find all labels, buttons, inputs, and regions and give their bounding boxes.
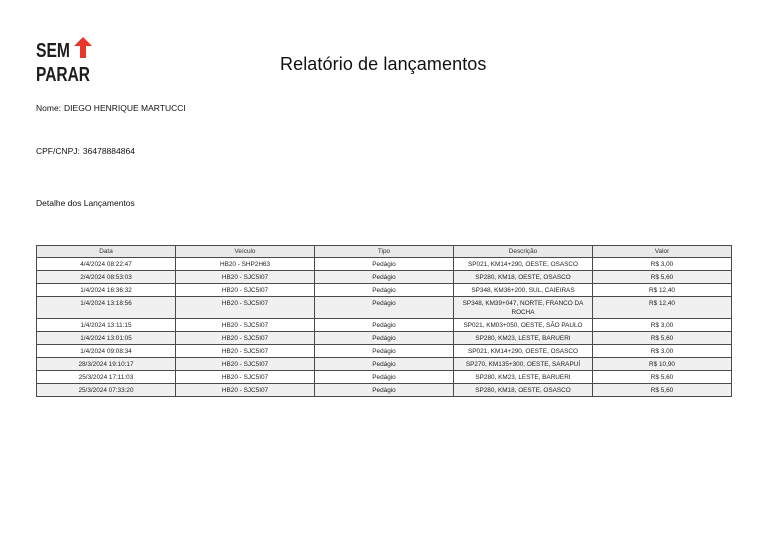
cell-tipo: Pedágio xyxy=(315,258,454,271)
cell-tipo: Pedágio xyxy=(315,297,454,319)
cell-descricao: SP021, KM03+050, OESTE, SÃO PAULO xyxy=(454,319,593,332)
cell-descricao: SP270, KM135+300, OESTE, SARAPUÍ xyxy=(454,358,593,371)
column-header-descricao: Descrição xyxy=(454,246,593,258)
name-label: Nome: xyxy=(36,103,62,113)
column-header-data: Data xyxy=(37,246,176,258)
logo-line1: SEM xyxy=(36,40,70,62)
launches-table xyxy=(36,245,732,397)
cell-veiculo: HB20 - SJC5I07 xyxy=(176,358,315,371)
cell-veiculo: HB20 - SJC5I07 xyxy=(176,271,315,284)
cell-valor: R$ 5,60 xyxy=(593,332,732,345)
cell-data: 1/4/2024 13:18:56 xyxy=(37,297,176,319)
cell-data: 1/4/2024 16:36:32 xyxy=(37,284,176,297)
cell-data: 25/3/2024 17:11:03 xyxy=(37,371,176,384)
customer-doc: 36478884864 xyxy=(82,146,135,156)
table-row xyxy=(37,345,732,358)
table-header-row xyxy=(37,246,732,258)
section-heading: Detalhe dos Lançamentos xyxy=(36,198,135,208)
cell-valor: R$ 3,00 xyxy=(593,345,732,358)
cell-descricao: SP280, KM23, LESTE, BARUERI xyxy=(454,332,593,345)
table-row xyxy=(37,258,732,271)
cell-descricao: SP021, KM14+290, OESTE, OSASCO xyxy=(454,258,593,271)
cell-tipo: Pedágio xyxy=(315,319,454,332)
cell-valor: R$ 5,60 xyxy=(593,371,732,384)
cell-valor: R$ 3,00 xyxy=(593,258,732,271)
customer-name: DIEGO HENRIQUE MARTUCCI xyxy=(64,103,186,113)
cell-descricao: SP021, KM14+290, OESTE, OSASCO xyxy=(454,345,593,358)
cell-tipo: Pedágio xyxy=(315,345,454,358)
table-row xyxy=(37,332,732,345)
cell-data: 2/4/2024 08:53:03 xyxy=(37,271,176,284)
table-row xyxy=(37,384,732,397)
cell-tipo: Pedágio xyxy=(315,284,454,297)
cell-valor: R$ 10,90 xyxy=(593,358,732,371)
doc-label: CPF/CNPJ: xyxy=(36,146,80,156)
cell-descricao: SP348, KM39+047, NORTE, FRANCO DA ROCHA xyxy=(454,297,593,319)
cell-tipo: Pedágio xyxy=(315,358,454,371)
cell-tipo: Pedágio xyxy=(315,384,454,397)
table-row xyxy=(37,284,732,297)
cell-valor: R$ 5,60 xyxy=(593,271,732,284)
cell-veiculo: HB20 - SJC5I07 xyxy=(176,384,315,397)
table-row xyxy=(37,271,732,284)
cell-veiculo: HB20 - SHP2H63 xyxy=(176,258,315,271)
cell-valor: R$ 3,00 xyxy=(593,319,732,332)
sem-parar-logo xyxy=(36,36,98,86)
cell-valor: R$ 5,60 xyxy=(593,384,732,397)
customer-doc-line xyxy=(36,146,135,156)
cell-tipo: Pedágio xyxy=(315,271,454,284)
table-row xyxy=(37,297,732,319)
table-row xyxy=(37,319,732,332)
cell-veiculo: HB20 - SJC5I07 xyxy=(176,319,315,332)
cell-data: 1/4/2024 13:11:15 xyxy=(37,319,176,332)
logo-line2: PARAR xyxy=(36,64,91,86)
cell-veiculo: HB20 - SJC5I07 xyxy=(176,345,315,358)
cell-valor: R$ 12,40 xyxy=(593,297,732,319)
cell-data: 28/3/2024 19:10:17 xyxy=(37,358,176,371)
cell-data: 1/4/2024 13:01:05 xyxy=(37,332,176,345)
cell-tipo: Pedágio xyxy=(315,371,454,384)
cell-tipo: Pedágio xyxy=(315,332,454,345)
cell-descricao: SP280, KM18, OESTE, OSASCO xyxy=(454,271,593,284)
cell-veiculo: HB20 - SJC5I07 xyxy=(176,284,315,297)
column-header-valor: Valor xyxy=(593,246,732,258)
cell-valor: R$ 12,40 xyxy=(593,284,732,297)
cell-descricao: SP348, KM36+200, SUL, CAIEIRAS xyxy=(454,284,593,297)
cell-descricao: SP280, KM18, OESTE, OSASCO xyxy=(454,384,593,397)
cell-data: 25/3/2024 07:33:20 xyxy=(37,384,176,397)
table-row xyxy=(37,358,732,371)
up-arrow-icon xyxy=(74,37,92,58)
table-row xyxy=(37,371,732,384)
column-header-tipo: Tipo xyxy=(315,246,454,258)
cell-veiculo: HB20 - SJC5I07 xyxy=(176,297,315,319)
cell-veiculo: HB20 - SJC5I07 xyxy=(176,371,315,384)
cell-data: 4/4/2024 08:22:47 xyxy=(37,258,176,271)
cell-data: 1/4/2024 09:08:34 xyxy=(37,345,176,358)
column-header-veiculo: Veículo xyxy=(176,246,315,258)
cell-veiculo: HB20 - SJC5I07 xyxy=(176,332,315,345)
cell-descricao: SP280, KM23, LESTE, BARUERI xyxy=(454,371,593,384)
customer-name-line xyxy=(36,103,186,113)
page-title: Relatório de lançamentos xyxy=(280,54,487,74)
